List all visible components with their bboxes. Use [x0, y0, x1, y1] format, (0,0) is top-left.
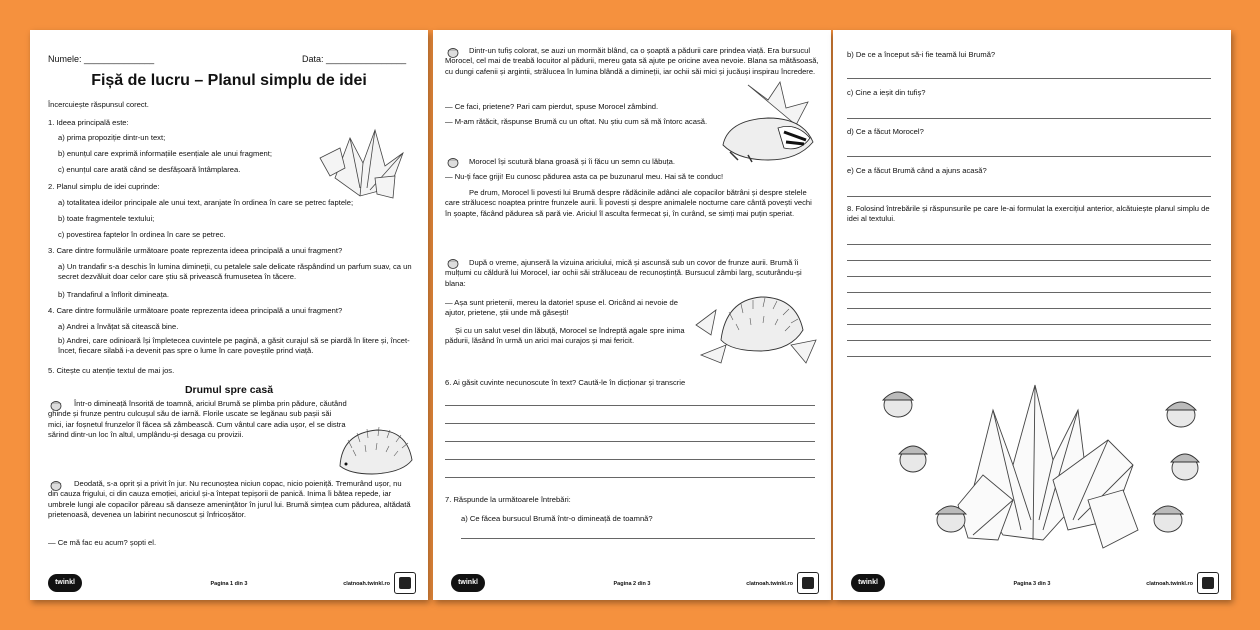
badger-illustration — [718, 80, 823, 165]
page-footer — [433, 566, 831, 600]
answer-line[interactable] — [847, 324, 1211, 325]
answer-line[interactable] — [445, 459, 815, 460]
question-8: 8. Folosind întrebările și răspunsurile pe care le-ai formulat la exercițiul anterior, alcătuiește planul simplu de idei al textului. — [847, 204, 1210, 224]
option-2b: b) toate fragmentele textului; — [58, 214, 155, 223]
option-3b: b) Trandafirul a înflorit dimineața. — [58, 290, 170, 299]
quality-badge-icon — [394, 572, 416, 594]
answer-line[interactable] — [461, 538, 815, 539]
answer-line[interactable] — [445, 441, 815, 442]
story-paragraph-5: Morocel își scutură blana groasă și îi făcu un semn cu lăbuța. — [469, 157, 675, 166]
answer-line[interactable] — [847, 78, 1211, 79]
question-7a: a) Ce făcea bursucul Brumă într-o dimineață de toamnă? — [461, 514, 653, 523]
name-field-label: Numele: ______________ — [48, 54, 155, 64]
twinkl-logo: twinkl — [851, 574, 885, 592]
hedgehog-illustration — [332, 418, 417, 480]
quality-badge-icon — [797, 572, 819, 594]
answer-line[interactable] — [445, 477, 815, 478]
option-1a: a) prima propoziție dintr-un text; — [58, 133, 166, 142]
footer-site: clatnoah.twinkl.ro — [1146, 581, 1193, 587]
option-4b: b) Andrei, care odinioară își împletecea cuvintele pe pagină, a găsit curajul să se piardă în litere și, încet-încet, fiecare silabă i-a devenit pas spre o lume în care poveștile prind viață. — [58, 336, 410, 356]
footer-site: clatnoah.twinkl.ro — [343, 581, 390, 587]
page-number: Pagina 1 din 3 — [210, 581, 248, 587]
option-2c: c) povestirea faptelor în ordinea în care se petrec. — [58, 230, 226, 239]
worksheet-page-2 — [433, 30, 831, 600]
answer-line[interactable] — [847, 340, 1211, 341]
option-4a: a) Andrei a învățat să citească bine. — [58, 322, 179, 331]
story-paragraph-1: Într-o dimineață însorită de toamnă, ariciul Brumă se plimba prin pădure, căutând ghinde și frunze pentru culcușul său de iarnă. Florile uscate se legănau sub pașii săi mici, iar foșnetul frunzelor îl făcea să zâmbească. Cum vântul care adia ușor, el se distra sărind dintr-un loc în altul, umplându-și desaga cu provizii. — [48, 399, 347, 440]
option-2a: a) totalitatea ideilor principale ale unui text, aranjate în ordinea în care se petrec faptele; — [58, 198, 354, 207]
instruction-text: Încercuiește răspunsul corect. — [48, 100, 149, 109]
worksheet-page-1 — [30, 30, 428, 600]
option-1b: b) enunțul care exprimă informațiile esențiale ale unui fragment; — [58, 149, 273, 158]
answer-line[interactable] — [847, 276, 1211, 277]
acorn-bullet-icon — [445, 154, 461, 168]
story-dialogue-1: — Ce faci, prietene? Pari cam pierdut, spuse Morocel zâmbind. — [445, 102, 659, 111]
answer-line[interactable] — [847, 308, 1211, 309]
question-6: 6. Ai găsit cuvinte necunoscute în text? Caută-le în dicționar și transcrie — [445, 378, 686, 387]
question-5: 5. Citește cu atenție textul de mai jos. — [48, 366, 175, 375]
page-number: Pagina 2 din 3 — [613, 581, 651, 587]
question-7: 7. Răspunde la următoarele întrebări: — [445, 495, 571, 504]
page-footer — [833, 566, 1231, 600]
question-2: 2. Planul simplu de idei cuprinde: — [48, 182, 160, 191]
autumn-leaves-acorns-illustration — [863, 370, 1208, 555]
worksheet-page-3 — [833, 30, 1231, 600]
story-paragraph-3: — Ce mă fac eu acum? șopti el. — [48, 538, 157, 547]
question-7d: d) Ce a făcut Morocel? — [847, 127, 924, 136]
hedgehog-in-leaves-illustration — [691, 285, 821, 365]
footer-site: clatnoah.twinkl.ro — [746, 581, 793, 587]
page-number: Pagina 3 din 3 — [1013, 581, 1051, 587]
question-7c: c) Cine a ieșit din tufiș? — [847, 88, 926, 97]
option-3a: a) Un trandafir s-a deschis în lumina dimineții, cu petalele sale delicate răspândind un parfum suav, ca un secret dezvăluit doar celor care știu să privească frumusetea în tăcere. — [58, 262, 412, 282]
answer-line[interactable] — [847, 196, 1211, 197]
page-footer — [30, 566, 428, 600]
page-title: Fișă de lucru – Planul simplu de idei — [91, 72, 367, 89]
story-paragraph-7: După o vreme, ajunseră la vizuina ariciului, mică și ascunsă sub un covor de frunze aurii. Brumă îi mulțumi cu căldură lui Morocel, iar ochii săi străluceau de recunoștință. Bursucul zâmbi larg, scuturându-și blana: — [445, 258, 802, 288]
question-7e: e) Ce a făcut Brumă când a ajuns acasă? — [847, 166, 987, 175]
answer-line[interactable] — [847, 118, 1211, 119]
answer-line[interactable] — [847, 356, 1211, 357]
story-paragraph-2: Deodată, s-a oprit și a privit în jur. Nu recunoștea niciun copac, nicio poieniță. Tremurând ușor, nu din cauza frigului, ci din cauza emoției, ariciul și-a întepat tepișorii de panică. Inima îi bătea repede, iar umbrele lungi ale copacilor păreau să danseze amenințător în jurul lui. Brumă simțea cum pădurea, altădată prietenoasă, devenea un labirint necunoscut și înfricoșător. — [48, 479, 411, 520]
answer-line[interactable] — [847, 244, 1211, 245]
answer-line[interactable] — [445, 423, 815, 424]
story-paragraph-8: Și cu un salut vesel din lăbuță, Morocel se îndreptă agale spre inima pădurii, lăsând în urmă un arici mai curajos și mai fericit. — [445, 326, 685, 346]
story-paragraph-6: Pe drum, Morocel îi povesti lui Brumă despre rădăcinile adânci ale copacilor bătrâni și despre stelele care strălucesc noaptea printre frunzele aurii. Îi povesti și despre animalele nocturne care cântă povești vechi în șoapte, făcând pădurea să pară vie. Ariciul îl asculta fermecat și, în curând, se simți mai puțin speriat. — [445, 188, 812, 218]
story-paragraph-4: Dintr-un tufiș colorat, se auzi un mormăit blând, ca o șoaptă a pădurii care prindea viață. Era bursucul Morocel, cel mai de treabă locuitor al pădurii, mereu gata să ajute pe oricine avea nevoie. Blana sa mătăsoasă, cu dungi cafenii și argintii, strălucea în lumina blândă a dimineții, iar ochii săi mici și jucăuși inspirau încredere. — [445, 46, 819, 76]
question-4: 4. Care dintre formulările următoare poate reprezenta ideea principală a unui fragment? — [48, 306, 343, 315]
option-1c: c) enunțul care arată când se desfășoară întâmplarea. — [58, 165, 241, 174]
answer-line[interactable] — [847, 260, 1211, 261]
twinkl-logo: twinkl — [451, 574, 485, 592]
answer-line[interactable] — [847, 292, 1211, 293]
story-dialogue-3: — Nu-ți face griji! Eu cunosc pădurea asta ca pe buzunarul meu. Hai să te conduc! — [445, 172, 724, 181]
date-field-label: Data: ________________ — [302, 54, 407, 64]
twinkl-logo: twinkl — [48, 574, 82, 592]
question-3: 3. Care dintre formulările următoare poate reprezenta ideea principală a unui fragment? — [48, 246, 343, 255]
quality-badge-icon — [1197, 572, 1219, 594]
story-dialogue-2: — M-am rătăcit, răspunse Brumă cu un oftat. Nu știu cum să mă întorc acasă. — [445, 117, 708, 126]
answer-line[interactable] — [445, 405, 815, 406]
question-1: 1. Ideea principală este: — [48, 118, 129, 127]
story-dialogue-4: — Așa sunt prietenii, mereu la datorie! spuse el. Oricând ai nevoie de ajutor, prietene, știi unde mă găsești! — [445, 298, 679, 318]
answer-line[interactable] — [847, 156, 1211, 157]
question-7b: b) De ce a început să-i fie teamă lui Brumă? — [847, 50, 996, 59]
story-title: Drumul spre casă — [184, 384, 274, 396]
autumn-leaves-illustration — [315, 118, 410, 203]
